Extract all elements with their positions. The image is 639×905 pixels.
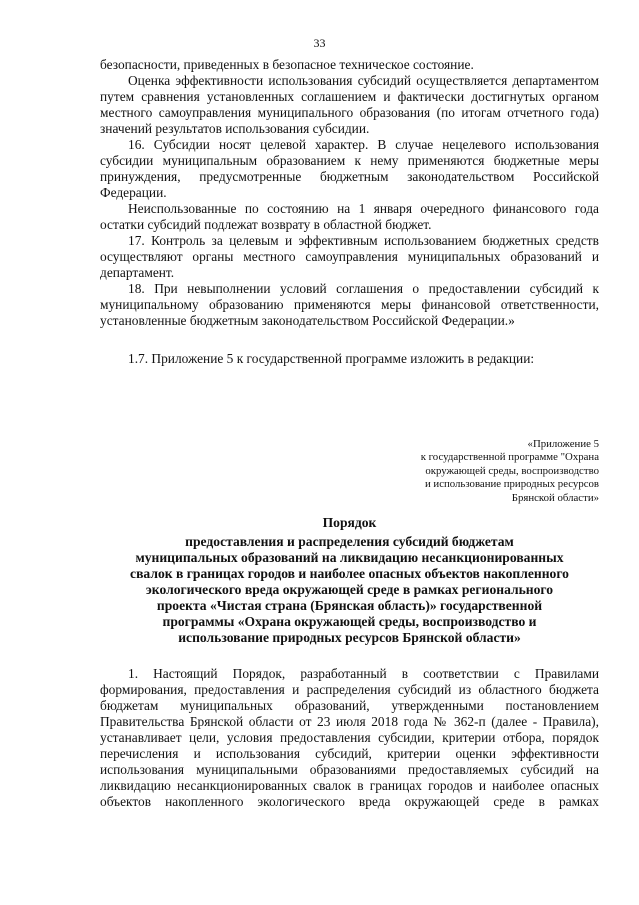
title-line: экологического вреда окружающей среде в рамках регионального bbox=[145, 582, 554, 597]
title-line: свалок в границах городов и наиболее опасных объектов накопленного bbox=[130, 566, 569, 581]
appendix-line: Брянской области» bbox=[511, 491, 599, 504]
document-title bbox=[100, 515, 599, 646]
appendix-note bbox=[339, 438, 599, 505]
page-number: 33 bbox=[313, 36, 326, 50]
appendix-line: окружающей среды, воспроизводство bbox=[425, 464, 599, 477]
appendix-line: и использование природных ресурсов bbox=[424, 478, 599, 491]
title-line: муниципальных образований на ликвидацию несанкционированных bbox=[135, 550, 564, 565]
title-line: использование природных ресурсов Брянской области» bbox=[178, 630, 521, 645]
appendix-line: «Приложение 5 bbox=[527, 438, 599, 450]
paragraph-continuation: безопасности, приведенных в безопасное техническое состояние. bbox=[100, 57, 474, 72]
body-text bbox=[100, 57, 599, 367]
title-line: Порядок bbox=[322, 515, 377, 530]
paragraph-evaluation: Оценка эффективности использования субсидий осуществляется департаментом путем сравнения установленных соглашением и фактически достигнутых органом местного самоуправления муниципального образования (по итогам отчетного года) значений результатов использования субсидии. bbox=[100, 73, 599, 136]
appendix-line: к государственной программе "Охрана bbox=[420, 451, 599, 464]
title-line: предоставления и распределения субсидий бюджетам bbox=[185, 534, 514, 549]
paragraph-unused-balances: Неиспользованные по состоянию на 1 января очередного финансового года остатки субсидий подлежат возврату в областной бюджет. bbox=[100, 201, 599, 232]
paragraph-item-18: 18. При невыполнении условий соглашения о предоставлении субсидий к муниципальному образованию применяются меры финансовой ответственности, установленные бюджетным законодательством Российской Федерации.» bbox=[100, 281, 599, 328]
order-clause-1 bbox=[100, 666, 599, 810]
paragraph-item-16: 16. Субсидии носят целевой характер. В случае нецелевого использования субсидии муниципальным образованием к нему применяются бюджетные меры принуждения, предусмотренные бюджетным законодательством Российской Федерации. bbox=[100, 137, 599, 200]
paragraph-item-1-7: 1.7. Приложение 5 к государственной программе изложить в редакции: bbox=[128, 351, 535, 366]
title-line: программы «Охрана окружающей среды, воспроизводство и bbox=[162, 614, 537, 629]
title-line: проекта «Чистая страна (Брянская область)» государственной bbox=[156, 598, 543, 613]
paragraph-item-17: 17. Контроль за целевым и эффективным использованием бюджетных средств осуществляют органы местного самоуправления муниципальных образований и департамент. bbox=[100, 233, 599, 280]
paragraph-clause-1: 1. Настоящий Порядок, разработанный в соответствии с Правилами формирования, предоставления и распределения субсидий из областного бюджета бюджетам муниципальных образований, утвержденными постановлением Правительства Брянской области от 23 июля 2018 года № 362-п (далее - Правила), устанавливает цели, условия предоставления субсидии, критерии отбора, порядок перечисления и использования субсидий, критерии оценки эффективности использования муниципальными образованиями предоставляемых субсидий на ликвидацию несанкционированных свалок в границах городов и наиболее опасных объектов накопленного экологического вреда окружающей среде в рамках bbox=[100, 666, 599, 809]
